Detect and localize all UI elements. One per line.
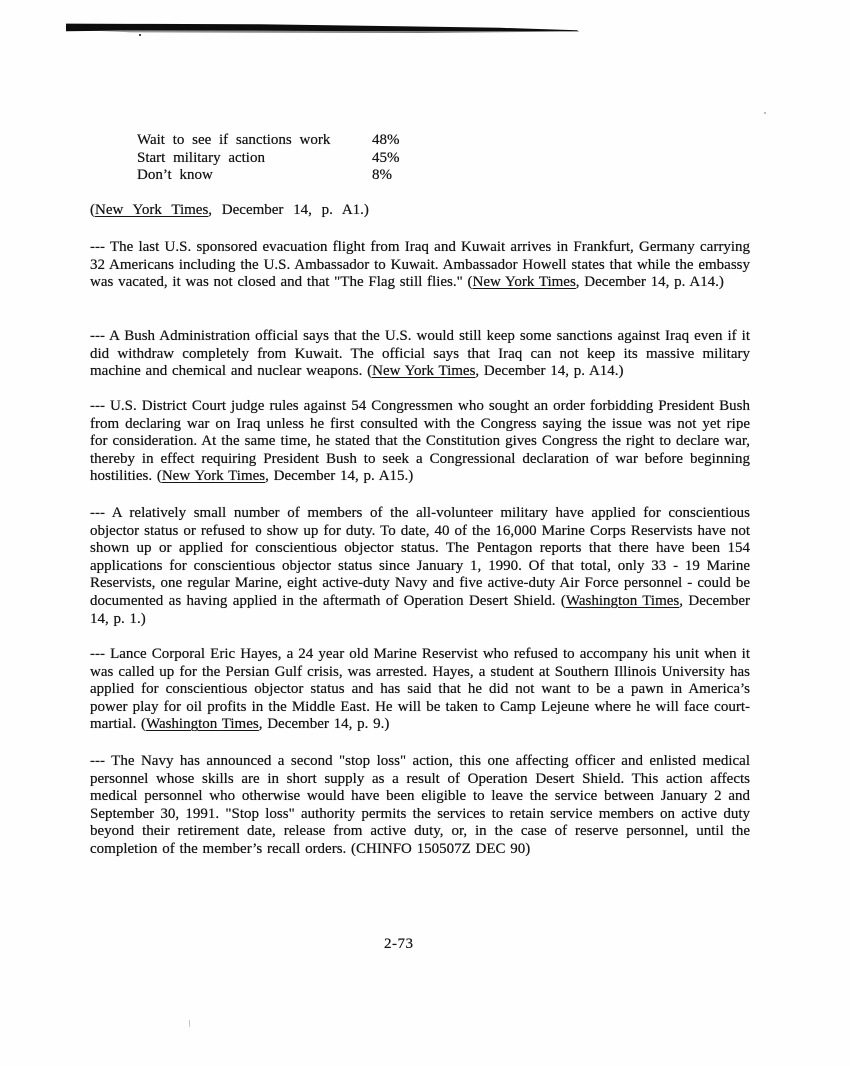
text-segment: , December 14, p. A14.) (575, 274, 724, 291)
text-segment: , December 14, p. A15.) (265, 468, 414, 485)
text-segment: --- The last U.S. sponsored evacuation flight from Iraq and Kuwait arrives in Frankfurt, Germany carrying 32 Americans including the U.S. Ambassador to Kuwait. Ambassador Howell states that while the embassy was vacated, it was not closed and that "The Flag still flies." ( (90, 239, 750, 291)
scan-speck (189, 1020, 190, 1027)
text-segment: , December 14, p. A1.) (208, 202, 369, 219)
scan-artifact-top-bar (0, 0, 850, 45)
news-paragraph (90, 646, 750, 734)
poll-section (90, 132, 750, 220)
news-paragraph (90, 239, 750, 292)
poll-option-value: 45% (372, 149, 400, 166)
citation-source-name: Washington Times (565, 592, 680, 609)
poll-option-label: Wait to see if sanctions work (137, 132, 331, 148)
poll-option-label: Don’t know (137, 167, 213, 184)
news-paragraph (90, 398, 750, 486)
citation-source-name: Washington Times (145, 716, 259, 733)
poll-result-row (90, 132, 750, 150)
poll-option-value: 8% (372, 167, 392, 184)
text-segment: , December 14, p. 1.) (90, 592, 750, 627)
poll-option-label: Start military action (137, 149, 265, 166)
text-segment: --- A relatively small number of members of the all-volunteer military have applied for conscientious objector status or refused to show up for duty. To date, 40 of the 16,000 Marine Corps Reservists have not shown up or applied for conscientious objector status. The Pentagon reports that there have been 154 applications for conscientious objector status since January 1, 1990. Of that total, only 33 - 19 Marine Reservists, one regular Marine, eight active-duty Navy and five active-duty Air Force personnel - could be documented as having applied in the aftermath of Operation Desert Shield. ( (90, 505, 750, 609)
citation-source-name: New York Times (161, 468, 266, 485)
citation-source-name: New York Times (472, 274, 576, 291)
scan-speck (764, 112, 766, 114)
text-segment: --- U.S. District Court judge rules against 54 Congressmen who sought an order forbidding President Bush from declaring war on Iraq unless he first consulted with the Congress saying the issue was not yet ripe for consideration. At the same time, he stated that the Constitution gives Congress the right to declare war, thereby in effect requiring President Bush to seek a Congressional declaration of war before beginning hostilities. ( (90, 398, 750, 485)
news-paragraph (90, 328, 750, 381)
scan-speck (139, 34, 141, 36)
text-segment: --- The Navy has announced a second "stop loss" action, this one affecting officer and enlisted medical personnel whose skills are in short supply as a result of Operation Desert Shield. This action affects medical personnel who otherwise would have been eligible to leave the service between January 2 and September 30, 1991. "Stop loss" authority permits the services to retain service members on active duty beyond their retirement date, release from active duty, or, in the case of reserve personnel, until the completion of the member’s recall orders. (CHINFO 150507Z DEC 90) (90, 753, 750, 857)
news-paragraph (90, 753, 750, 859)
text-segment: , December 14, p. 9.) (258, 716, 390, 733)
text-segment: --- Lance Corporal Eric Hayes, a 24 year old Marine Reservist who refused to accompany his unit when it was called up for the Persian Gulf crisis, was arrested. Hayes, a student at Southern Illinois University has applied for conscientious objector status and has said that he did not want to be a pawn in America’s power play for oil profits in the Middle East. He will be taken to Camp Lejeune where he will face court-martial. ( (90, 646, 750, 733)
citation-source-name: New York Times (372, 363, 476, 380)
text-segment: , December 14, p. A14.) (475, 363, 624, 380)
poll-result-row (90, 150, 750, 168)
citation-source-name: New York Times (95, 202, 209, 219)
poll-result-row (90, 167, 750, 185)
poll-results-list (90, 132, 750, 185)
poll-option-value: 48% (372, 132, 400, 148)
page-number: 2-73 (384, 936, 414, 952)
text-segment: --- A Bush Administration official says that the U.S. would still keep some sanctions against Iraq even if it did withdraw completely from Kuwait. The official says that Iraq can not keep its massive military machine and chemical and nuclear weapons. ( (90, 328, 750, 380)
news-paragraph (90, 505, 750, 628)
text-segment: ( (90, 202, 95, 219)
poll-source-citation (90, 202, 750, 220)
